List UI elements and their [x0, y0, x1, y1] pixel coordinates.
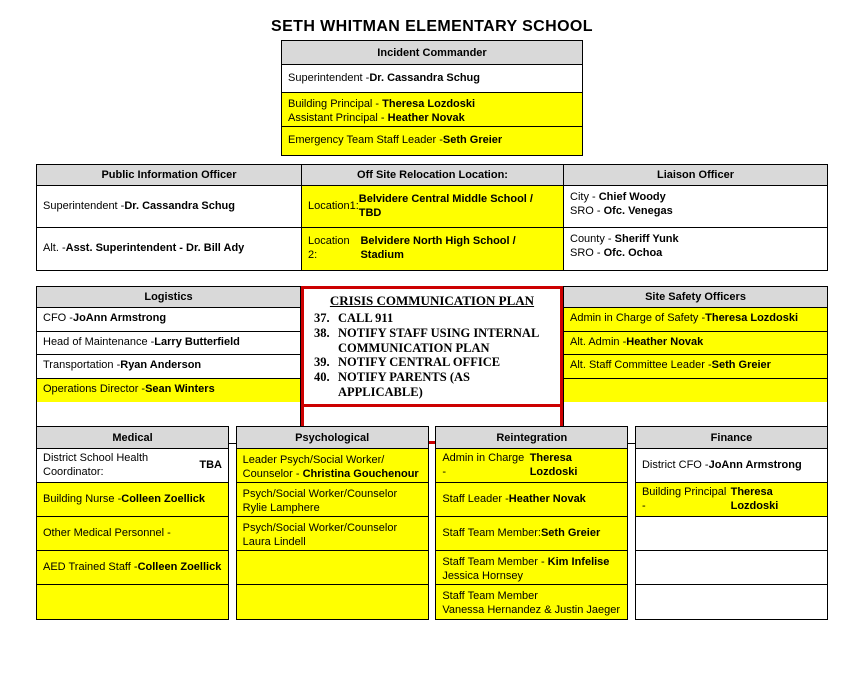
page-title: SETH WHITMAN ELEMENTARY SCHOOL — [271, 18, 593, 35]
liaison-officer-block — [564, 165, 827, 270]
liaison-row: City - Chief Woody SRO - Ofc. Venegas — [564, 186, 827, 228]
finance-row — [636, 551, 827, 585]
crisis-step-number: 39. — [314, 355, 330, 370]
psychological-row — [237, 585, 428, 619]
site-safety-officers-header: Site Safety Officers — [564, 287, 827, 308]
logistics-row: Operations Director - Sean Winters — [37, 379, 300, 403]
site-safety-officers-block — [563, 286, 828, 444]
incident-commander-row: Emergency Team Staff Leader - Seth Greier — [282, 127, 582, 155]
psychological-row: Psych/Social Worker/Counselor Laura Lindell — [237, 517, 428, 551]
off-site-relocation-header: Off Site Relocation Location: — [302, 165, 563, 186]
crisis-plan-steps — [304, 311, 560, 404]
logistics-row: Transportation - Ryan Anderson — [37, 355, 300, 379]
reintegration-row: Staff Team Member Vanessa Hernandez & Justin Jaeger — [436, 585, 627, 619]
psychological-row: Psych/Social Worker/Counselor Rylie Lamphere — [237, 483, 428, 517]
finance-row — [636, 517, 827, 551]
incident-commander-block — [281, 40, 583, 156]
off-site-relocation-block — [302, 165, 564, 270]
finance-row — [636, 585, 827, 619]
crisis-step-number: 38. — [314, 325, 330, 340]
finance-block — [635, 426, 828, 620]
crisis-step-text: NOTIFY CENTRAL OFFICE — [338, 355, 501, 370]
liaison-row: County - Sheriff Yunk SRO - Ofc. Ochoa — [564, 228, 827, 270]
finance-row: District CFO - JoAnn Armstrong — [636, 449, 827, 483]
reintegration-block — [435, 426, 628, 620]
crisis-communication-plan-block — [301, 286, 563, 444]
crisis-step-text: NOTIFY PARENTS (AS APPLICABLE) — [338, 370, 470, 399]
row-pio-offsite-liaison — [36, 164, 828, 271]
incident-commander-header: Incident Commander — [282, 41, 582, 65]
medical-block — [36, 426, 229, 620]
logistics-row: CFO - JoAnn Armstrong — [37, 308, 300, 332]
finance-row: Building Principal - Theresa Lozdoski — [636, 483, 827, 517]
pio-row: Alt. - Asst. Superintendent - Dr. Bill Ady — [37, 228, 301, 270]
row-medical-psych-reintegration-finance — [36, 426, 828, 620]
medical-row — [37, 585, 228, 619]
psychological-row — [237, 551, 428, 585]
off-site-row: Location 2: Belvidere North High School / Stadium — [302, 228, 563, 270]
medical-row: AED Trained Staff - Colleen Zoellick — [37, 551, 228, 585]
reintegration-row: Admin in Charge - Theresa Lozdoski — [436, 449, 627, 483]
crisis-step-text: CALL 911 — [338, 311, 394, 325]
site-safety-row: Alt. Staff Committee Leader - Seth Greier — [564, 355, 827, 379]
public-information-officer-header: Public Information Officer — [37, 165, 301, 186]
psychological-row: Leader Psych/Social Worker/ Counselor - Christina Gouchenour — [237, 449, 428, 483]
medical-row: Building Nurse - Colleen Zoellick — [37, 483, 228, 517]
medical-row: Other Medical Personnel - — [37, 517, 228, 551]
site-safety-row: Admin in Charge of Safety - Theresa Lozdoski — [564, 308, 827, 332]
site-safety-row — [564, 379, 827, 403]
finance-header: Finance — [636, 427, 827, 449]
psychological-block — [236, 426, 429, 620]
crisis-step-number: 37. — [314, 311, 330, 325]
off-site-row: Location1: Belvidere Central Middle School / TBD — [302, 186, 563, 228]
logistics-row: Head of Maintenance - Larry Butterfield — [37, 332, 300, 356]
crisis-step-text: NOTIFY STAFF USING INTERNAL COMMUNICATION PLAN — [338, 325, 539, 355]
pio-row: Superintendent - Dr. Cassandra Schug — [37, 186, 301, 228]
incident-commander-row: Superintendent - Dr. Cassandra Schug — [282, 65, 582, 93]
logistics-block — [36, 286, 301, 444]
reintegration-row: Staff Team Member - Kim Infelise Jessica Hornsey — [436, 551, 627, 585]
reintegration-header: Reintegration — [436, 427, 627, 449]
psychological-header: Psychological — [237, 427, 428, 449]
reintegration-row: Staff Team Member: Seth Greier — [436, 517, 627, 551]
liaison-officer-header: Liaison Officer — [564, 165, 827, 186]
row-logistics-crisis-safety — [36, 286, 828, 444]
public-information-officer-block — [37, 165, 302, 270]
reintegration-row: Staff Leader - Heather Novak — [436, 483, 627, 517]
logistics-header: Logistics — [37, 287, 300, 308]
crisis-plan-title: CRISIS COMMUNICATION PLAN — [329, 293, 535, 308]
medical-row: District School Health Coordinator: TBA — [37, 449, 228, 483]
medical-header: Medical — [37, 427, 228, 449]
site-safety-row: Alt. Admin - Heather Novak — [564, 332, 827, 356]
crisis-step-number: 40. — [314, 370, 330, 384]
incident-commander-row: Building Principal - Theresa Lozdoski Assistant Principal - Heather Novak — [282, 93, 582, 127]
